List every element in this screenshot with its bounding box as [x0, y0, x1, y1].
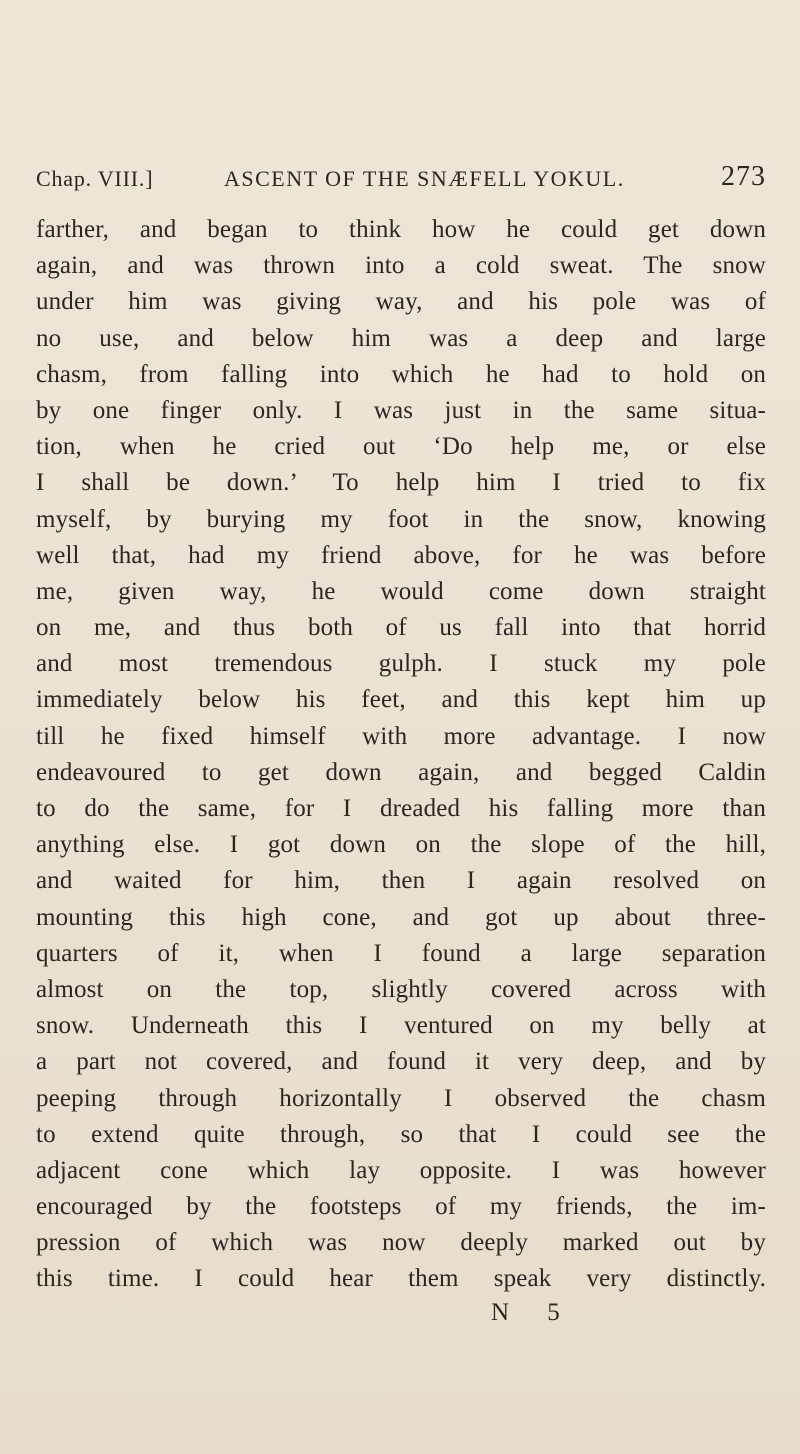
text-line: no use, and below him was a deep and large	[36, 324, 766, 352]
text-line: on me, and thus both of us fall into that horrid	[36, 614, 766, 642]
text-line: encouraged by the footsteps of my friends, the im-	[36, 1193, 766, 1221]
text-line: immediately below his feet, and this kept him up	[36, 686, 766, 714]
signature-mark: N 5	[491, 1299, 576, 1326]
text-line: till he fixed himself with more advantage. I now	[36, 722, 766, 750]
text-line: farther, and began to think how he could get down	[36, 216, 766, 243]
text-line: adjacent cone which lay opposite. I was however	[36, 1156, 766, 1184]
main-text	[36, 212, 766, 1298]
text-line: mounting this high cone, and got up about three-	[36, 903, 766, 931]
running-title: ASCENT OF THE SNÆFELL YOKUL.	[224, 166, 625, 191]
text-line: myself, by burying my foot in the snow, knowing	[36, 505, 766, 533]
text-line: endeavoured to get down again, and begged Caldin	[36, 758, 766, 786]
text-line: again, and was thrown into a cold sweat. The snow	[36, 252, 766, 280]
running-header	[36, 161, 766, 197]
text-line: a part not covered, and found it very deep, and by	[36, 1048, 766, 1076]
text-line: under him was giving way, and his pole was of	[36, 288, 766, 316]
text-line: well that, had my friend above, for he was before	[36, 541, 766, 569]
text-line: and waited for him, then I again resolved on	[36, 867, 766, 895]
text-line: almost on the top, slightly covered across with	[36, 975, 766, 1003]
text-line: I shall be down.’ To help him I tried to fix	[36, 469, 766, 497]
text-line: to do the same, for I dreaded his falling more than	[36, 795, 766, 822]
text-line: to extend quite through, so that I could see the	[36, 1120, 766, 1148]
text-line: quarters of it, when I found a large separation	[36, 939, 766, 967]
page-number: 273	[721, 161, 766, 192]
text-line: this time. I could hear them speak very distinctly.	[36, 1265, 766, 1293]
chapter-reference: Chap. VIII.]	[36, 166, 154, 191]
text-line: by one finger only. I was just in the same situa-	[36, 396, 766, 424]
text-line: and most tremendous gulph. I stuck my pole	[36, 650, 766, 678]
text-line: pression of which was now deeply marked out by	[36, 1229, 766, 1257]
text-line: chasm, from falling into which he had to hold on	[36, 360, 766, 388]
text-line: peeping through horizontally I observed the chasm	[36, 1084, 766, 1112]
text-line: snow. Underneath this I ventured on my belly at	[36, 1012, 766, 1040]
text-line: anything else. I got down on the slope of the hill,	[36, 831, 766, 859]
text-line: me, given way, he would come down straight	[36, 577, 766, 605]
text-line: tion, when he cried out ‘Do help me, or else	[36, 433, 766, 461]
